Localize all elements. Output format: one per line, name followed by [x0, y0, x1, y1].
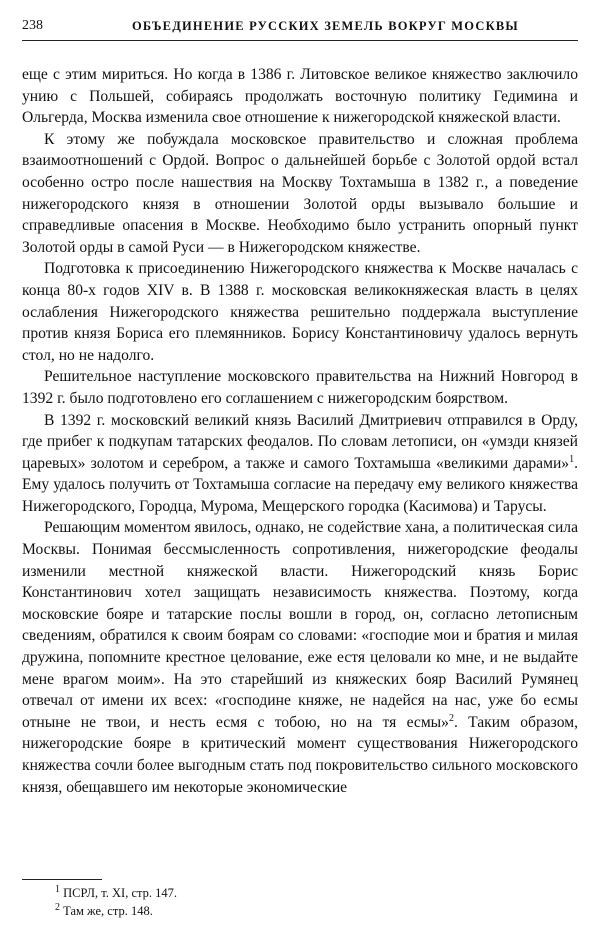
paragraph-2: К этому же побуждала московское правительство и сложная проблема взаимоотношений с Ордой. Вопрос о дальнейшей борьбе с Золотой ордой встал особенно остро после нашествия на Москву Тохтамыша в 1382 г., а поведение нижегородского князя в отношении Золотой орды вызывало большие и справедливые опасения в Москве. Необходимо было устранить опорный пункт Золотой орды в самой Руси — в Нижегородском княжестве. — [22, 130, 578, 256]
page-header — [22, 18, 578, 41]
paragraph-1: еще с этим мириться. Но когда в 1386 г. Литовское великое княжество заключило унию с Польшей, собираясь продолжать восточную политику Гедимина и Ольгерда, Москва изменила свое отношение к нижегородской княжеской власти. — [22, 66, 578, 127]
running-title: ОБЪЕДИНЕНИЕ РУССКИХ ЗЕМЕЛЬ ВОКРУГ МОСКВЫ — [132, 19, 519, 33]
footnote-mark-2: 2 — [55, 901, 60, 913]
footnote-2 — [55, 902, 177, 920]
footnote-ref-1: 1 — [569, 453, 575, 465]
footnote-1 — [55, 884, 177, 902]
paragraph-5-text-cont: . Ему удалось получить от Тохтамыша согласие на передачу ему великого княжества Нижегородского, Городца, Мурома, Мещерского городка (Касимова) и Тарусы. — [22, 454, 578, 515]
paragraph-5 — [22, 410, 578, 518]
page-number: 238 — [22, 18, 43, 33]
footnotes — [55, 884, 177, 920]
paragraph-3: Подготовка к присоединению Нижегородского княжества к Москве началась с конца 80-х годов XIV в. В 1388 г. московская великокняжеская власть в целях ослабления Нижегородского княжества решительно поддержала выступление против князя Бориса его племянников. Борису Константиновичу удалось вернуть стол, но не надолго. — [22, 260, 578, 364]
paragraph-6-text-cont: . Таким образом, нижегородские бояре в критический момент существования Нижегородского княжества сочли более выгодным стать под покровительство сильного московского князя, обещавшего им некоторые экономические — [22, 713, 579, 796]
footnote-text-2: Там же, стр. 148. — [63, 904, 153, 918]
paragraph-6-text: Решающим моментом явилось, однако, не содействие хана, а политическая сила Москвы. Понимая бессмысленность сопротивления, нижегородские феодалы изменили местной княжеской власти. Нижегородский князь Борис Константинович хотел защищать независимость княжества. Поэтому, когда московские бояре и татарские послы вошли в город, он, согласно летописным сведениям, обратился к своим боярам со словами: «господие мои и братия и милая дружина, попомните крестное целование, еже естя целовали ко мне, и не выдайте мене врагом моим». На это старейший из княжеских бояр Василий Румянец отвечал от имени их всех: «господине княже, не надейся на нас, уже бо есмы отныне не твои, и несть есмя с тобою, но на тя есмы» — [22, 519, 578, 731]
footnote-ref-2: 2 — [448, 712, 454, 724]
body-text — [22, 64, 578, 798]
paragraph-5-text: В 1392 г. московский великий князь Василий Дмитриевич отправился в Орду, где прибег к подкупам татарских феодалов. По словам летописи, он «умзди князей царевых» золотом и серебром, а также и самого Тохтамыша «великими дарами» — [22, 411, 578, 472]
footnote-mark-1: 1 — [55, 883, 60, 895]
footnote-divider — [22, 879, 102, 880]
paragraph-4: Решительное наступление московского правительства на Нижний Новгород в 1392 г. было подготовлено его соглашением с нижегородским боярством. — [22, 368, 578, 407]
paragraph-6 — [22, 517, 578, 798]
footnote-text-1: ПСРЛ, т. XI, стр. 147. — [63, 886, 177, 900]
